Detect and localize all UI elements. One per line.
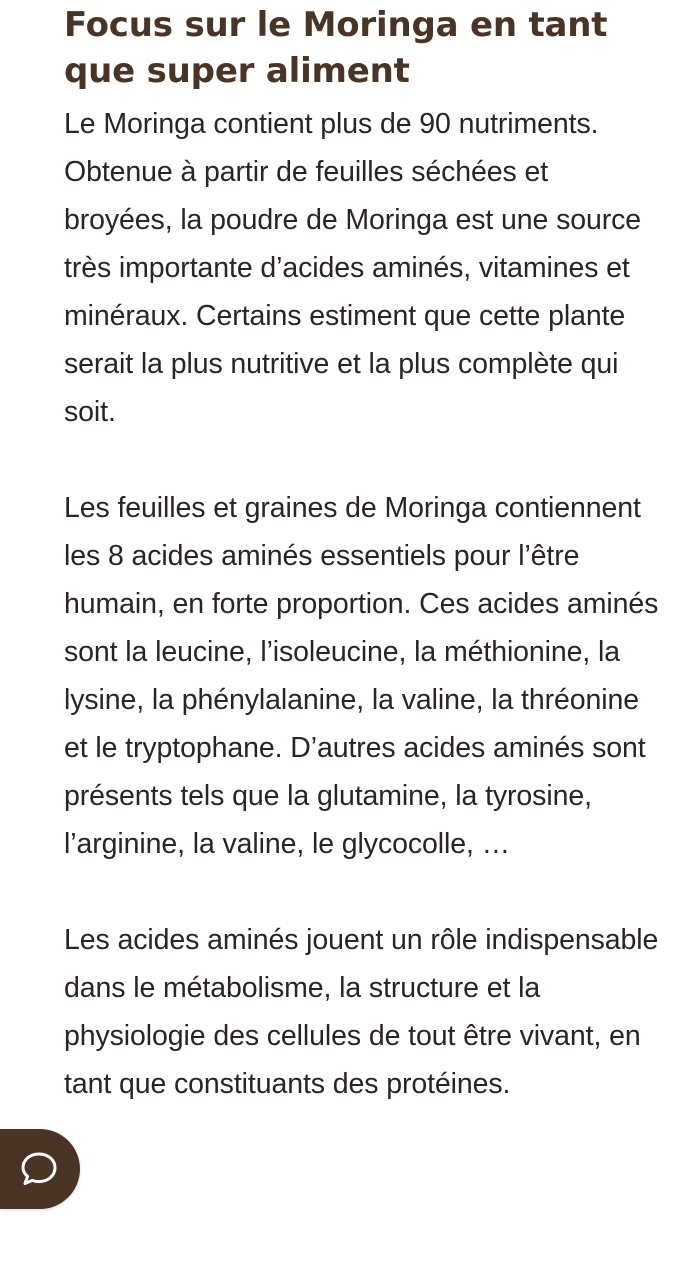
article-paragraph: Le Moringa contient plus de 90 nutriments. Obtenue à partir de feuilles séchées et broyées, la poudre de Moringa est une source très importante d’acides aminés, vitamines et minéraux. Certains estiment que cette plante serait la plus nutritive et la plus complète qui soit. bbox=[64, 108, 642, 428]
article-paragraph: Les feuilles et graines de Moringa contiennent les 8 acides aminés essentiels pour l’être humain, en forte proportion. Ces acides aminés sont la leucine, l’isoleucine, la méthionine, la lysine, la phénylalanine, la valine, la thréonine et le tryptophane. D’autres acides aminés sont présents tels que la glutamine, la tyrosine, l’arginine, la valine, le glycocolle, … bbox=[64, 492, 659, 860]
chat-button[interactable] bbox=[0, 1129, 80, 1209]
chat-bubble-icon bbox=[21, 1149, 59, 1189]
article-content bbox=[64, 0, 664, 1108]
article-paragraph: Les acides aminés jouent un rôle indispensable dans le métabolisme, la structure et la physiologie des cellules de tout être vivant, en tant que constituants des protéines. bbox=[64, 924, 659, 1100]
article-title: Focus sur le Moringa en tant que super aliment bbox=[64, 5, 608, 91]
